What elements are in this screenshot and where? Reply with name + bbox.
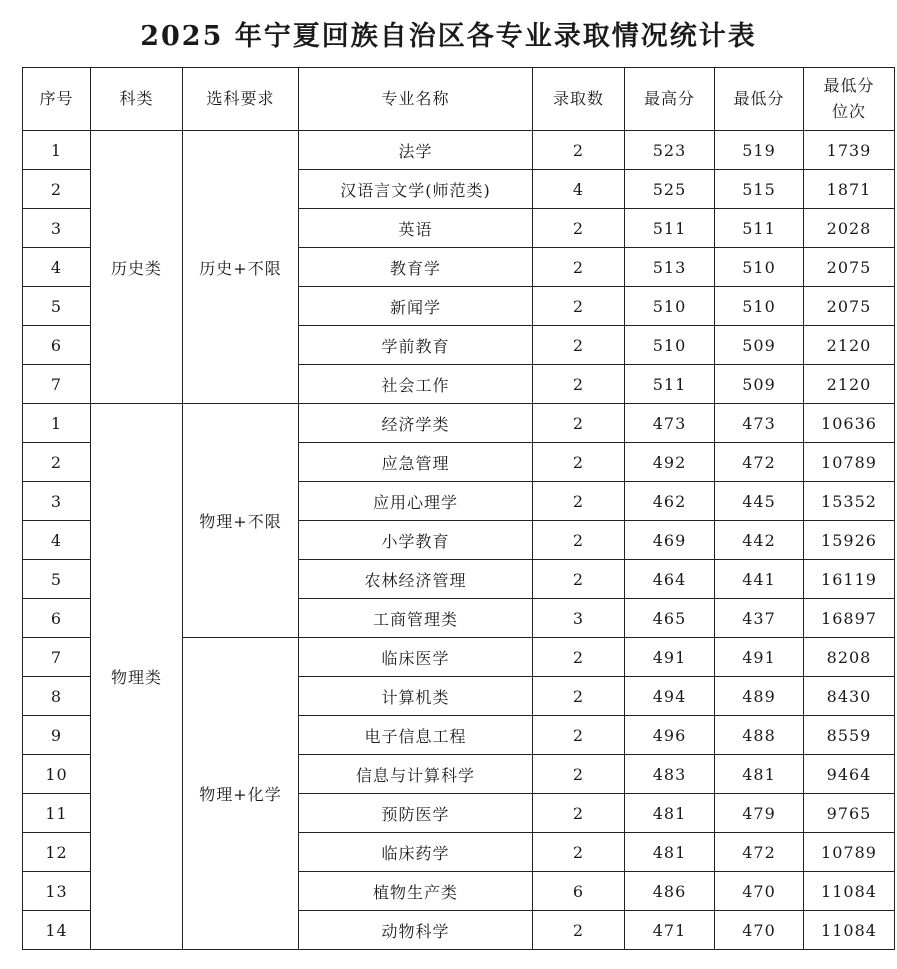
major-name: 汉语言文学(师范类) <box>299 170 533 209</box>
admitted-count: 2 <box>533 521 625 560</box>
max-score: 469 <box>625 521 715 560</box>
row-index: 5 <box>23 560 91 599</box>
min-score: 489 <box>715 677 804 716</box>
header-admitted: 录取数 <box>533 68 625 131</box>
major-name: 工商管理类 <box>299 599 533 638</box>
admitted-count: 2 <box>533 638 625 677</box>
max-score: 464 <box>625 560 715 599</box>
min-rank: 8430 <box>804 677 895 716</box>
min-score: 491 <box>715 638 804 677</box>
min-score: 442 <box>715 521 804 560</box>
admitted-count: 2 <box>533 365 625 404</box>
category-cell: 物理类 <box>91 404 183 950</box>
min-score: 472 <box>715 833 804 872</box>
requirement-cell: 物理+不限 <box>183 404 299 638</box>
major-name: 社会工作 <box>299 365 533 404</box>
requirement-cell: 历史+不限 <box>183 131 299 404</box>
min-rank: 9464 <box>804 755 895 794</box>
min-score: 515 <box>715 170 804 209</box>
min-score: 437 <box>715 599 804 638</box>
min-rank: 9765 <box>804 794 895 833</box>
major-name: 应急管理 <box>299 443 533 482</box>
min-score: 510 <box>715 287 804 326</box>
row-index: 13 <box>23 872 91 911</box>
admitted-count: 2 <box>533 716 625 755</box>
major-name: 临床药学 <box>299 833 533 872</box>
header-requirement: 选科要求 <box>183 68 299 131</box>
row-index: 2 <box>23 170 91 209</box>
min-score: 509 <box>715 326 804 365</box>
min-rank: 2120 <box>804 326 895 365</box>
min-rank: 1871 <box>804 170 895 209</box>
header-min-score: 最低分 <box>715 68 804 131</box>
major-name: 电子信息工程 <box>299 716 533 755</box>
header-category: 科类 <box>91 68 183 131</box>
major-name: 英语 <box>299 209 533 248</box>
max-score: 471 <box>625 911 715 950</box>
min-score: 445 <box>715 482 804 521</box>
admitted-count: 2 <box>533 677 625 716</box>
admitted-count: 2 <box>533 482 625 521</box>
min-rank: 15926 <box>804 521 895 560</box>
max-score: 462 <box>625 482 715 521</box>
header-max-score: 最高分 <box>625 68 715 131</box>
admitted-count: 2 <box>533 560 625 599</box>
page-title: 2025 年宁夏回族自治区各专业录取情况统计表 <box>140 21 757 52</box>
max-score: 492 <box>625 443 715 482</box>
major-name: 小学教育 <box>299 521 533 560</box>
min-rank: 8559 <box>804 716 895 755</box>
max-score: 486 <box>625 872 715 911</box>
major-name: 临床医学 <box>299 638 533 677</box>
min-rank: 11084 <box>804 911 895 950</box>
admitted-count: 2 <box>533 131 625 170</box>
max-score: 511 <box>625 209 715 248</box>
max-score: 510 <box>625 326 715 365</box>
min-rank: 10789 <box>804 833 895 872</box>
min-score: 472 <box>715 443 804 482</box>
row-index: 11 <box>23 794 91 833</box>
max-score: 494 <box>625 677 715 716</box>
row-index: 14 <box>23 911 91 950</box>
major-name: 计算机类 <box>299 677 533 716</box>
max-score: 513 <box>625 248 715 287</box>
max-score: 465 <box>625 599 715 638</box>
max-score: 481 <box>625 833 715 872</box>
row-index: 12 <box>23 833 91 872</box>
admitted-count: 2 <box>533 794 625 833</box>
table-row <box>23 131 895 170</box>
header-major: 专业名称 <box>299 68 533 131</box>
row-index: 7 <box>23 638 91 677</box>
row-index: 4 <box>23 521 91 560</box>
admitted-count: 2 <box>533 248 625 287</box>
row-index: 1 <box>23 404 91 443</box>
row-index: 3 <box>23 482 91 521</box>
header-row <box>23 68 895 131</box>
min-rank: 2028 <box>804 209 895 248</box>
admitted-count: 2 <box>533 287 625 326</box>
row-index: 10 <box>23 755 91 794</box>
row-index: 9 <box>23 716 91 755</box>
row-index: 1 <box>23 131 91 170</box>
max-score: 491 <box>625 638 715 677</box>
min-score: 511 <box>715 209 804 248</box>
row-index: 5 <box>23 287 91 326</box>
min-score: 481 <box>715 755 804 794</box>
major-name: 法学 <box>299 131 533 170</box>
min-rank: 16897 <box>804 599 895 638</box>
max-score: 523 <box>625 131 715 170</box>
min-rank: 10789 <box>804 443 895 482</box>
min-score: 470 <box>715 872 804 911</box>
min-score: 479 <box>715 794 804 833</box>
admitted-count: 2 <box>533 326 625 365</box>
max-score: 481 <box>625 794 715 833</box>
max-score: 483 <box>625 755 715 794</box>
row-index: 7 <box>23 365 91 404</box>
min-score: 488 <box>715 716 804 755</box>
min-rank: 1739 <box>804 131 895 170</box>
header-min-rank <box>804 68 895 131</box>
admitted-count: 2 <box>533 209 625 248</box>
row-index: 6 <box>23 599 91 638</box>
admitted-count: 2 <box>533 755 625 794</box>
major-name: 预防医学 <box>299 794 533 833</box>
min-score: 519 <box>715 131 804 170</box>
requirement-cell: 物理+化学 <box>183 638 299 950</box>
admitted-count: 3 <box>533 599 625 638</box>
admitted-count: 2 <box>533 911 625 950</box>
row-index: 2 <box>23 443 91 482</box>
min-rank: 2075 <box>804 248 895 287</box>
major-name: 新闻学 <box>299 287 533 326</box>
row-index: 3 <box>23 209 91 248</box>
min-rank: 8208 <box>804 638 895 677</box>
row-index: 8 <box>23 677 91 716</box>
table-body <box>23 131 895 950</box>
admission-table <box>22 67 895 950</box>
major-name: 信息与计算科学 <box>299 755 533 794</box>
min-score: 470 <box>715 911 804 950</box>
major-name: 教育学 <box>299 248 533 287</box>
admitted-count: 2 <box>533 833 625 872</box>
admitted-count: 6 <box>533 872 625 911</box>
header-min-rank-label: 最低分位次 <box>823 76 875 121</box>
major-name: 动物科学 <box>299 911 533 950</box>
major-name: 植物生产类 <box>299 872 533 911</box>
min-rank: 10636 <box>804 404 895 443</box>
major-name: 学前教育 <box>299 326 533 365</box>
admitted-count: 4 <box>533 170 625 209</box>
max-score: 496 <box>625 716 715 755</box>
admitted-count: 2 <box>533 404 625 443</box>
max-score: 525 <box>625 170 715 209</box>
max-score: 511 <box>625 365 715 404</box>
min-rank: 2075 <box>804 287 895 326</box>
min-score: 441 <box>715 560 804 599</box>
min-score: 509 <box>715 365 804 404</box>
min-rank: 2120 <box>804 365 895 404</box>
min-rank: 11084 <box>804 872 895 911</box>
admitted-count: 2 <box>533 443 625 482</box>
row-index: 4 <box>23 248 91 287</box>
category-cell: 历史类 <box>91 131 183 404</box>
header-index: 序号 <box>23 68 91 131</box>
row-index: 6 <box>23 326 91 365</box>
min-rank: 15352 <box>804 482 895 521</box>
max-score: 473 <box>625 404 715 443</box>
min-rank: 16119 <box>804 560 895 599</box>
major-name: 应用心理学 <box>299 482 533 521</box>
major-name: 经济学类 <box>299 404 533 443</box>
major-name: 农林经济管理 <box>299 560 533 599</box>
min-score: 510 <box>715 248 804 287</box>
max-score: 510 <box>625 287 715 326</box>
min-score: 473 <box>715 404 804 443</box>
table-row <box>23 404 895 443</box>
